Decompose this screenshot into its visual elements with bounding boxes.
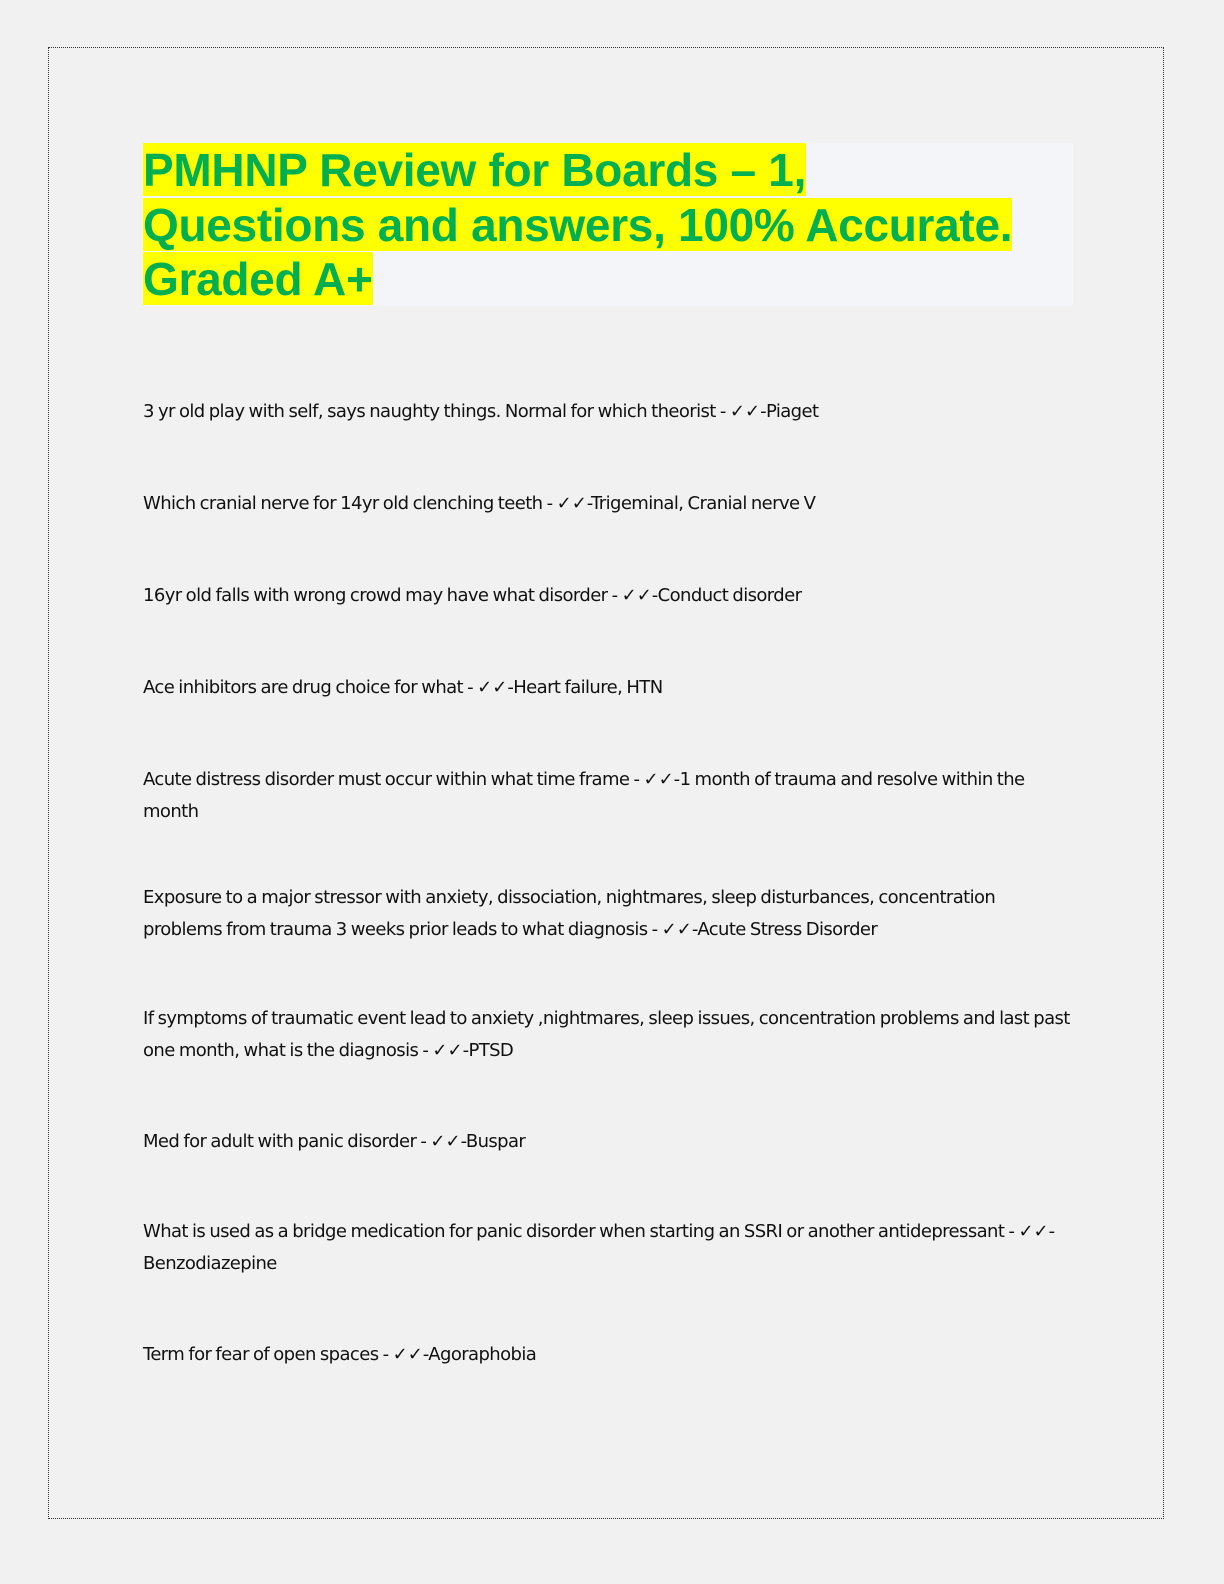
qa-item (143, 488, 1078, 520)
answer-text: -Piaget (760, 401, 819, 422)
qa-item (143, 1126, 1078, 1158)
double-check-icon: ✓✓ (392, 1344, 423, 1365)
question-text: Exposure to a major stressor with anxiety, dissociation, nightmares, sleep disturbances, concentration problems from trauma 3 weeks prior leads to what diagnosis - (143, 887, 996, 940)
double-check-icon: ✓✓ (432, 1040, 463, 1061)
qa-item (143, 580, 1078, 612)
question-text: 3 yr old play with self, says naughty things. Normal for which theorist - (143, 401, 730, 422)
question-text: If symptoms of traumatic event lead to anxiety ,nightmares, sleep issues, concentration problems and last past one month, what is the diagnosis - (143, 1008, 1070, 1061)
answer-text: -1 month of trauma and resolve within the month (143, 769, 1025, 822)
double-check-icon: ✓✓ (477, 677, 508, 698)
answer-text: -Conduct disorder (651, 585, 802, 606)
double-check-icon: ✓✓ (661, 919, 692, 940)
answer-text: -PTSD (462, 1040, 514, 1061)
question-text: Acute distress disorder must occur within what time frame - (143, 769, 644, 790)
double-check-icon: ✓✓ (556, 493, 587, 514)
qa-item (143, 396, 1078, 428)
document-title (143, 143, 1073, 307)
answer-text: -Heart failure, HTN (507, 677, 663, 698)
question-text: 16yr old falls with wrong crowd may have what disorder - (143, 585, 622, 606)
title-line-3: Graded A+ (143, 253, 373, 305)
answer-text: -Acute Stress Disorder (691, 919, 878, 940)
qa-item (143, 1339, 1078, 1371)
question-text: Med for adult with panic disorder - (143, 1131, 431, 1152)
answer-text: -Trigeminal, Cranial nerve V (586, 493, 816, 514)
question-text: What is used as a bridge medication for panic disorder when starting an SSRI or another antidepressant - (143, 1221, 1019, 1242)
double-check-icon: ✓✓ (430, 1131, 461, 1152)
answer-text: -Agoraphobia (422, 1344, 537, 1365)
qa-item (143, 1216, 1078, 1280)
double-check-icon: ✓✓ (729, 401, 761, 422)
question-text: Ace inhibitors are drug choice for what - (143, 677, 478, 698)
double-check-icon: ✓✓ (643, 769, 674, 790)
qa-item (143, 1003, 1078, 1067)
double-check-icon: ✓✓ (621, 585, 652, 606)
answer-text: -Buspar (460, 1131, 526, 1152)
title-line-1: PMHNP Review for Boards – 1, (143, 144, 807, 196)
title-line-2: Questions and answers, 100% Accurate. (143, 198, 1013, 251)
double-check-icon: ✓✓ (1018, 1221, 1049, 1242)
answer-text: -Benzodiazepine (143, 1221, 1055, 1274)
question-text: Term for fear of open spaces - (143, 1344, 393, 1365)
qa-item (143, 882, 1078, 946)
qa-item (143, 672, 1078, 704)
qa-item (143, 764, 1078, 828)
question-text: Which cranial nerve for 14yr old clenching teeth - (143, 493, 557, 514)
title-block (143, 143, 1073, 306)
